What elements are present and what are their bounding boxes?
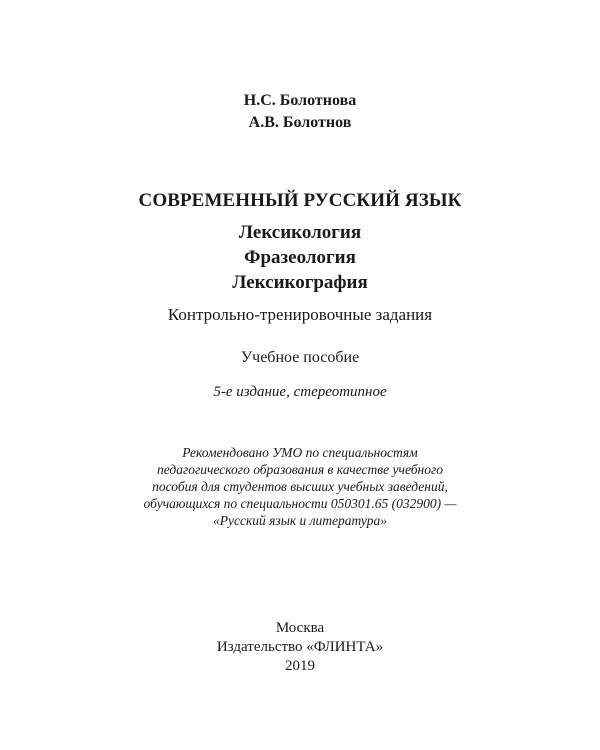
recommendation-line-2: педагогического образования в качестве учебного [156,462,444,477]
author-1: Н.С. Болотнова [243,92,357,109]
author-2: А.В. Болотнов [248,114,352,131]
book-type: Учебное пособие [240,349,360,366]
subtitle-lexicology: Лексикология [238,222,362,243]
recommendation-line-4: обучающихся по специальности 050301.65 (032900) — [143,496,457,511]
book-title: СОВРЕМЕННЫЙ РУССКИЙ ЯЗЫК [138,190,462,211]
publisher-city: Москва [275,620,325,636]
publisher-name: Издательство «ФЛИНТА» [216,639,384,655]
content-type: Контрольно-тренировочные задания [167,305,433,324]
subtitle-lexicography: Лексикография [232,272,368,293]
edition-note: 5-е издание, стереотипное [213,384,387,400]
publication-year: 2019 [285,658,315,674]
subtitle-phraseology: Фразеология [244,247,356,268]
recommendation-line-1: Рекомендовано УМО по специальностям [182,445,418,460]
recommendation-line-3: пособия для студентов высших учебных заведений, [152,479,448,494]
recommendation-line-5: «Русский язык и литература» [212,513,388,528]
